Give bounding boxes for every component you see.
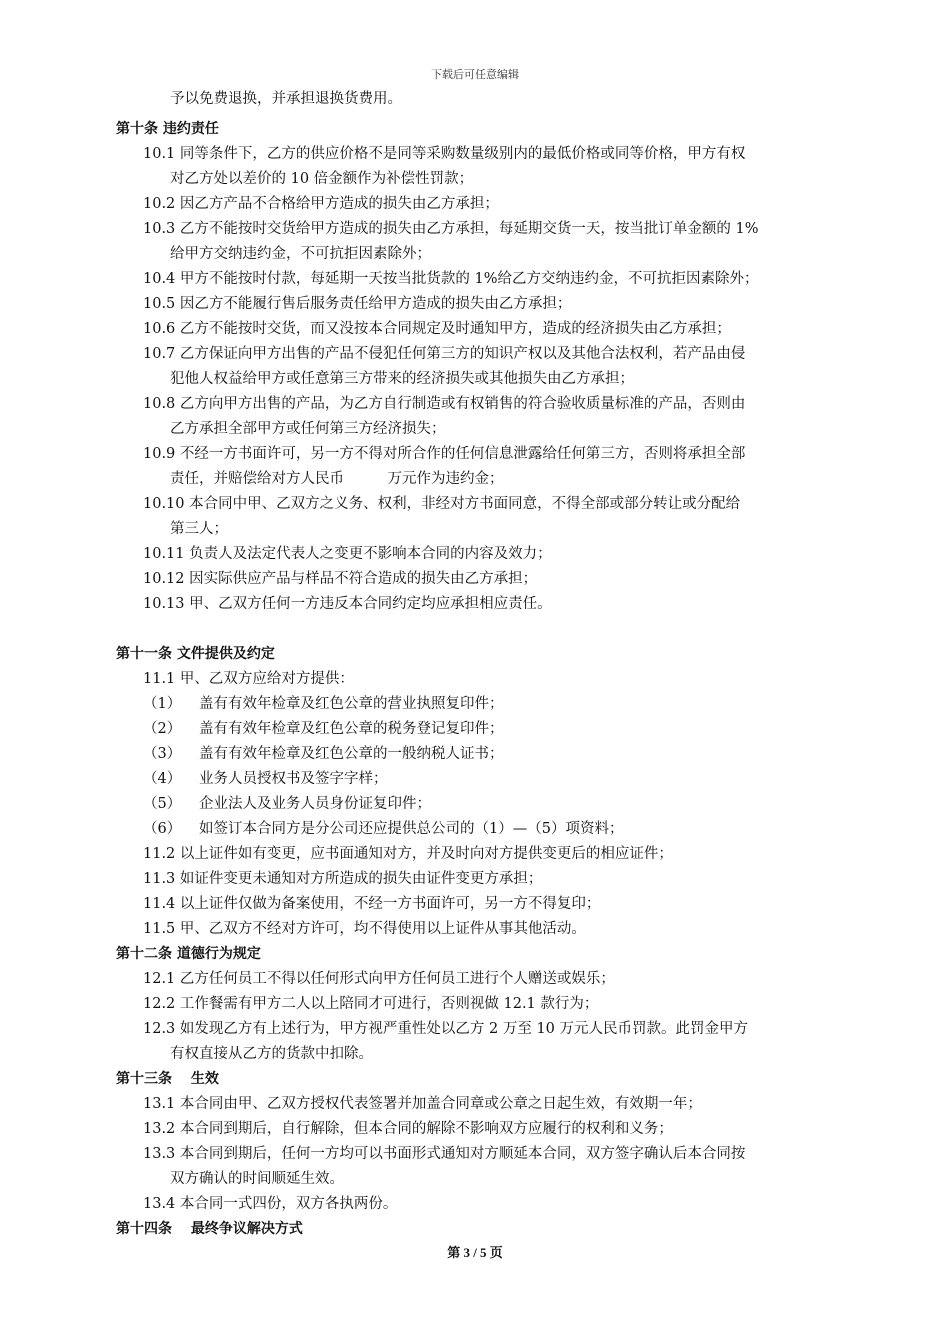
clause-continuation: 乙方承担全部甲方或任何第三方经济损失；	[170, 421, 446, 437]
clause-continuation: 责任，并赔偿给对方人民币 万元作为违约金；	[170, 471, 504, 487]
list-number: （2）	[143, 721, 182, 737]
clause-item: 10.10 本合同中甲、乙双方之义务、权利，非经对方书面同意，不得全部或部分转让或分配给	[143, 496, 741, 512]
clause-item: 11.1 甲、乙双方应给对方提供：	[143, 671, 354, 687]
clause-continuation: 犯他人权益给甲方或任意第三方带来的经济损失或其他损失由乙方承担；	[170, 371, 634, 387]
clause-item: 10.6 乙方不能按时交货，而又没按本合同规定及时通知甲方，造成的经济损失由乙方承担；	[143, 321, 731, 337]
clause-item: 10.13 甲、乙双方任何一方违反本合同约定均应承担相应责任。	[143, 596, 552, 612]
section-heading: 第十二条 道德行为规定	[116, 946, 261, 962]
clause-continuation: 对乙方处以差价的 10 倍金额作为补偿性罚款；	[170, 171, 474, 187]
clause-item: 11.4 以上证件仅做为备案使用，不经一方书面许可，另一方不得复印；	[143, 896, 601, 912]
list-subitem	[143, 744, 504, 764]
list-number: （6）	[143, 821, 182, 837]
list-text: 盖有有效年检章及红色公章的营业执照复印件；	[199, 696, 504, 712]
clause-item: 12.1 乙方任何员工不得以任何形式向甲方任何员工进行个人赠送或娱乐；	[143, 971, 615, 987]
clause-item: 10.9 不经一方书面许可，另一方不得对所合作的任何信息泄露给任何第三方，否则将承担全部	[143, 446, 746, 462]
list-subitem	[143, 794, 431, 814]
clause-item: 13.2 本合同到期后，自行解除，但本合同的解除不影响双方应履行的权利和义务；	[143, 1121, 673, 1137]
list-subitem	[143, 819, 623, 839]
clause-item: 10.12 因实际供应产品与样品不符合造成的损失由乙方承担；	[143, 571, 538, 587]
clause-item: 13.3 本合同到期后，任何一方均可以书面形式通知对方顺延本合同，双方签字确认后本合同按	[143, 1146, 746, 1162]
page-header: 下载后可任意编辑	[431, 68, 519, 81]
clause-item: 12.2 工作餐需有甲方二人以上陪同才可进行，否则视做 12.1 款行为；	[143, 996, 599, 1012]
page-number: 第 3 / 5 页	[447, 1245, 503, 1260]
clause-item: 10.3 乙方不能按时交货给甲方造成的损失由乙方承担，每延期交货一天，按当批订单金额的 1%	[143, 221, 759, 237]
clause-item: 10.8 乙方向甲方出售的产品，为乙方自行制造或有权销售的符合验收质量标准的产品，否则由	[143, 396, 746, 412]
clause-continuation: 给甲方交纳违约金，不可抗拒因素除外；	[170, 246, 431, 262]
list-number: （3）	[143, 746, 182, 762]
clause-item: 13.1 本合同由甲、乙双方授权代表签署并加盖合同章或公章之日起生效，有效期一年；	[143, 1096, 702, 1112]
clause-continuation: 第三人；	[170, 521, 228, 537]
section-heading: 第十四条 最终争议解决方式	[116, 1221, 303, 1237]
list-number: （5）	[143, 796, 182, 812]
list-text: 如签订本合同方是分公司还应提供总公司的（1）—（5）项资料；	[199, 821, 624, 837]
list-subitem	[143, 694, 504, 714]
clause-item: 11.5 甲、乙双方不经对方许可，均不得使用以上证件从事其他活动。	[143, 921, 586, 937]
list-number: （1）	[143, 696, 182, 712]
clause-item: 10.2 因乙方产品不合格给甲方造成的损失由乙方承担；	[143, 196, 499, 212]
clause-item: 10.5 因乙方不能履行售后服务责任给甲方造成的损失由乙方承担；	[143, 296, 572, 312]
clause-item: 10.1 同等条件下，乙方的供应价格不是同等采购数量级别内的最低价格或同等价格，甲方有权	[143, 146, 746, 162]
clause-item: 11.3 如证件变更未通知对方所造成的损失由证件变更方承担；	[143, 871, 543, 887]
list-text: 盖有有效年检章及红色公章的一般纳税人证书；	[199, 746, 504, 762]
list-number: （4）	[143, 771, 182, 787]
list-subitem	[143, 769, 388, 789]
clause-continuation: 双方确认的时间顺延生效。	[170, 1171, 344, 1187]
section-heading: 第十条 违约责任	[116, 121, 219, 137]
clause-continuation: 有权直接从乙方的货款中扣除。	[170, 1046, 373, 1062]
clause-item: 11.2 以上证件如有变更，应书面通知对方，并及时向对方提供变更后的相应证件；	[143, 846, 673, 862]
list-text: 企业法人及业务人员身份证复印件；	[199, 796, 431, 812]
list-text: 业务人员授权书及签字字样；	[199, 771, 388, 787]
section-heading: 第十三条 生效	[116, 1071, 219, 1087]
clause-item: 10.11 负责人及法定代表人之变更不影响本合同的内容及效力；	[143, 546, 552, 562]
clause-item: 10.4 甲方不能按时付款，每延期一天按当批货款的 1%给乙方交纳违约金，不可抗拒因素除外；	[143, 271, 759, 287]
clause-item: 10.7 乙方保证向甲方出售的产品不侵犯任何第三方的知识产权以及其他合法权利，若产品由侵	[143, 346, 746, 362]
clause-item: 12.3 如发现乙方有上述行为，甲方视严重性处以乙方 2 万至 10 万元人民币罚款。此罚金甲方	[143, 1021, 749, 1037]
clause-item: 13.4 本合同一式四份，双方各执两份。	[143, 1196, 398, 1212]
list-text: 盖有有效年检章及红色公章的税务登记复印件；	[199, 721, 504, 737]
list-subitem	[143, 719, 504, 739]
clause-continuation: 予以免费退换，并承担退换货费用。	[170, 91, 402, 107]
section-heading: 第十一条 文件提供及约定	[116, 646, 275, 662]
